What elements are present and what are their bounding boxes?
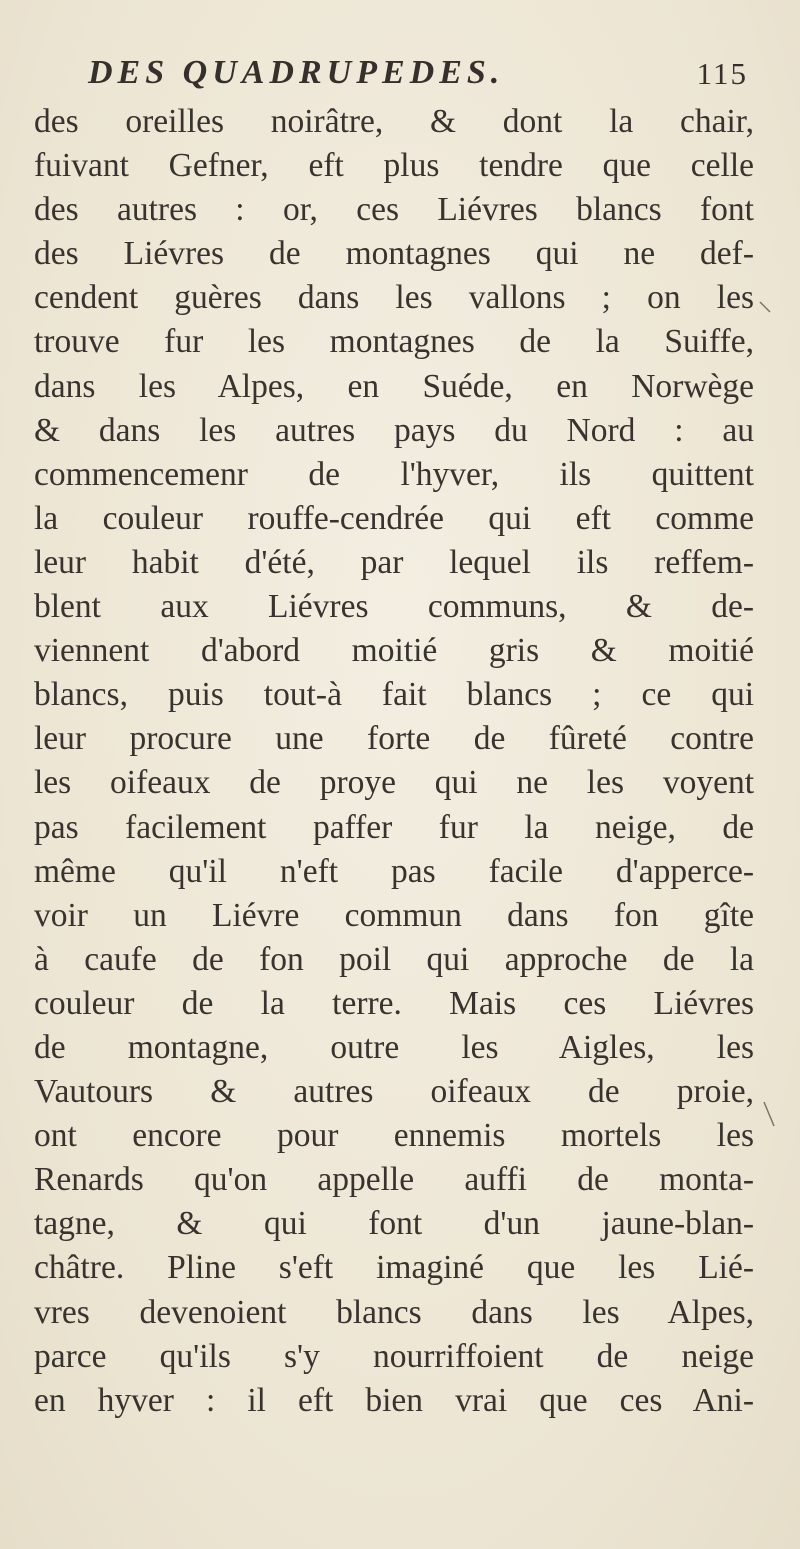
text-line: & dans les autres pays du Nord : au [34,411,754,449]
text-line: viennent d'abord moitié gris & moitié [34,632,754,670]
text-line: de montagne, outre les Aigles, les [34,1028,754,1066]
text-line: tagne, & qui font d'un jaune-blan- [34,1205,754,1243]
text-line: châtre. Pline s'eft imaginé que les Lié- [34,1249,754,1287]
text-line: des oreilles noirâtre, & dont la chair, [34,103,754,140]
text-line: fuivant Gefner, eft plus tendre que celle [34,147,754,185]
text-line: à caufe de fon poil qui approche de la [34,940,754,978]
text-line: couleur de la terre. Mais ces Liévres [34,984,754,1022]
text-line: trouve fur les montagnes de la Suiffe, [34,323,754,361]
text-line: Renards qu'on appelle auffi de monta- [34,1161,754,1199]
text-line: en hyver : il eft bien vrai que ces Ani- [34,1381,754,1419]
text-line: des autres : or, ces Liévres blancs font [34,191,754,229]
text-line: voir un Liévre commun dans fon gîte [34,896,754,934]
text-line: leur procure une forte de fûreté contre [34,720,754,758]
text-line: ont encore pour ennemis mortels les [34,1117,754,1155]
text-line: cendent guères dans les vallons ; on les [34,279,754,317]
body-text [34,100,754,1423]
page-number: 115 [696,56,748,91]
text-line: dans les Alpes, en Suéde, en Norwège [34,367,754,405]
text-line: des Liévres de montagnes qui ne def- [34,235,754,273]
text-line: pas facilement paffer fur la neige, de [34,808,754,846]
text-line: blancs, puis tout-à fait blancs ; ce qui [34,676,754,714]
text-line: les oifeaux de proye qui ne les voyent [34,764,754,802]
page-header [88,54,748,98]
text-line: leur habit d'été, par lequel ils reffem- [34,543,754,581]
margin-tick-mark [762,1100,778,1130]
text-line: la couleur rouffe-cendrée qui eft comme [34,499,754,537]
text-line: vres devenoient blancs dans les Alpes, [34,1293,754,1331]
text-line: blent aux Liévres communs, & de- [34,588,754,626]
running-head: DES QUADRUPEDES. [88,54,505,91]
text-line: même qu'il n'eft pas facile d'apperce- [34,852,754,890]
text-line: parce qu'ils s'y nourriffoient de neige [34,1337,754,1375]
text-line: commencemenr de l'hyver, ils quittent [34,455,754,493]
margin-tick-mark [758,300,774,316]
text-line: Vautours & autres oifeaux de proie, [34,1073,754,1111]
